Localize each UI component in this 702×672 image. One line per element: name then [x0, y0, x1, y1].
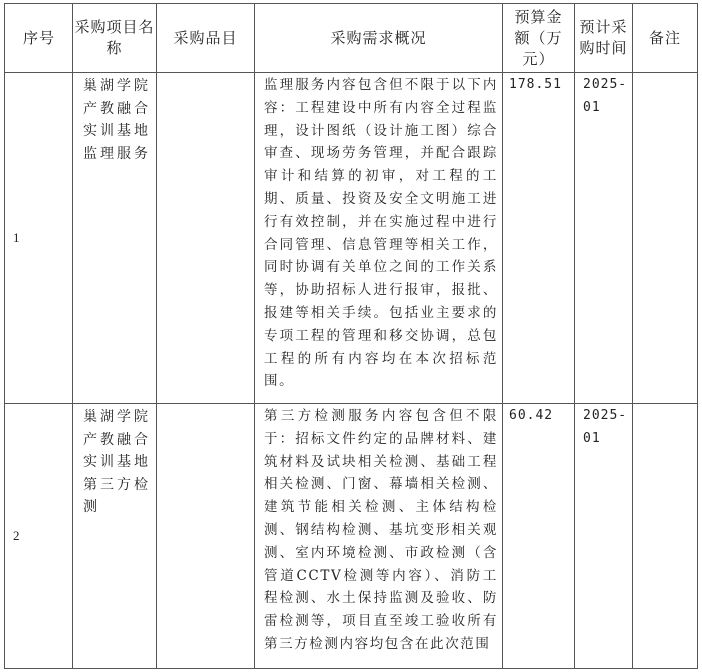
- row-project-name: 巢湖学院产教融合实训基地监理服务: [73, 73, 157, 404]
- row-requirement-overview: 监理服务内容包含但不限于以下内容：工程建设中所有内容全过程监理，设计图纸（设计施工图）综合审查、现场劳务管理，并配合跟踪审计和结算的初审，对工程的工期、质量、投资及安全文明施工进行有效控制，并在实施过程中进行合同管理、信息管理等相关工作，同时协调有关单位之间的工作关系等，协助招标人进行报审，报批、报建等相关手续。包括业主要求的专项工程的管理和移交协调，总包工程的所有内容均在本次招标范围。: [255, 73, 503, 404]
- row-remarks: [633, 73, 698, 404]
- row-remarks: [633, 404, 698, 669]
- table-row: [5, 404, 698, 669]
- header-project-name: 采购项目名称: [73, 4, 157, 73]
- row-estimated-time: 2025-01: [575, 404, 633, 669]
- procurement-plan-table: [4, 3, 698, 669]
- row-budget: 60.42: [503, 404, 575, 669]
- header-budget: 预算金额（万元）: [503, 4, 575, 73]
- header-estimated-time: 预计采购时间: [575, 4, 633, 73]
- row-requirement-overview: 第三方检测服务内容包含但不限于：招标文件约定的品牌材料、建筑材料及试块相关检测、基础工程相关检测、门窗、幕墙相关检测、建筑节能相关检测、主体结构检测、钢结构检测、基坑变形相关观测、室内环境检测、市政检测（含管道CCTV检测等内容）、消防工程检测、水土保持监测及验收、防雷检测等，项目直至竣工验收所有第三方检测内容均包含在此次范围: [255, 404, 503, 669]
- table-row: [5, 73, 698, 404]
- row-estimated-time: 2025-01: [575, 73, 633, 404]
- row-budget: 178.51: [503, 73, 575, 404]
- row-procurement-item: [157, 73, 255, 404]
- row-serial-number: 1: [5, 73, 73, 404]
- row-project-name: 巢湖学院产教融合实训基地第三方检测: [73, 404, 157, 669]
- row-serial-number: 2: [5, 404, 73, 669]
- header-remarks: 备注: [633, 4, 698, 73]
- header-serial-number: 序号: [5, 4, 73, 73]
- row-procurement-item: [157, 404, 255, 669]
- header-procurement-item: 采购品目: [157, 4, 255, 73]
- header-requirement-overview: 采购需求概况: [255, 4, 503, 73]
- table-header-row: [5, 4, 698, 73]
